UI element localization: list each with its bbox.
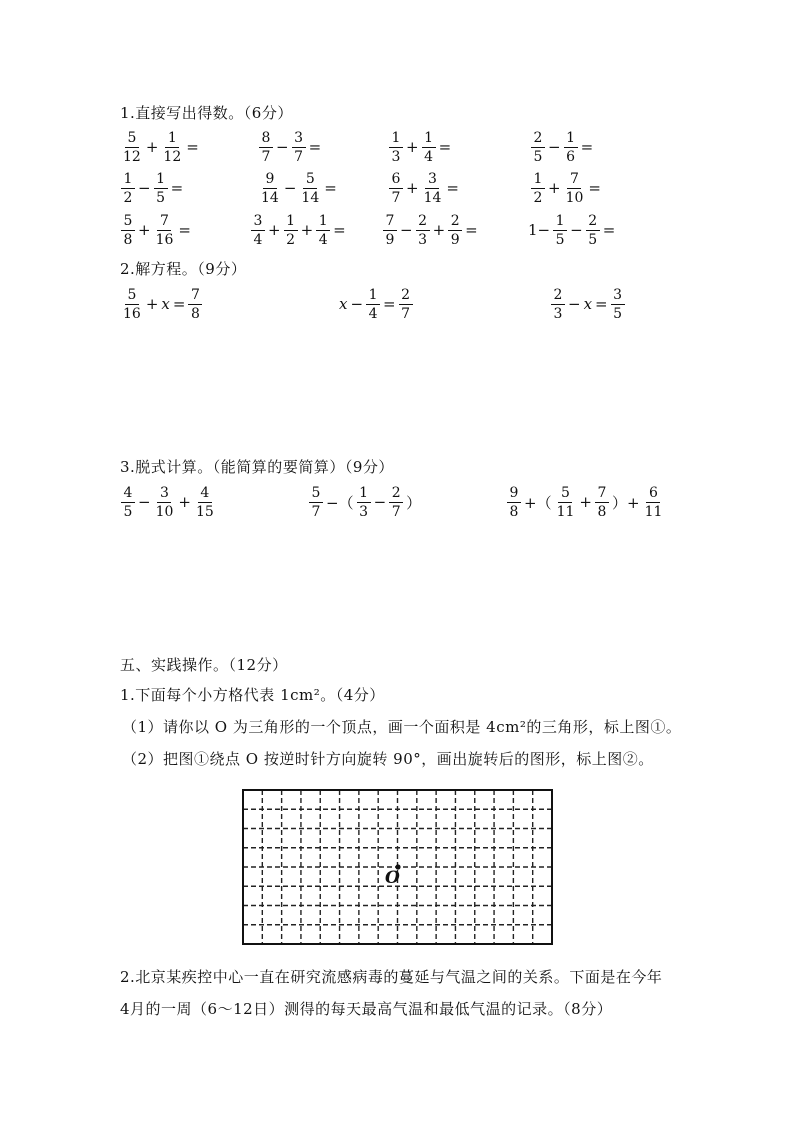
numerator: 2 [551,288,565,305]
expression [120,486,217,519]
variable: x [583,295,593,313]
operator: − [283,179,297,197]
operator: − [548,138,561,156]
fraction [161,131,183,164]
fraction [422,131,436,164]
fraction [643,486,665,519]
fraction [357,486,371,519]
numerator: 5 [125,288,139,305]
numerator: 2 [531,131,545,148]
expression [258,172,339,205]
fraction [121,172,135,205]
denominator: 14 [423,189,442,206]
point-o-label: O [385,868,400,888]
operator: = [465,221,478,239]
denominator: 11 [644,503,663,520]
square-grid [242,789,553,945]
expression [120,131,201,164]
denominator: 4 [424,148,434,165]
fraction [194,486,216,519]
fraction [611,288,625,321]
fraction [121,214,135,247]
numerator: 1 [284,214,298,231]
variable: x [339,295,348,313]
practice-1-title: 1.下面每个小方格代表 1cm²。（4分） [120,686,385,704]
operator: − [138,179,151,197]
numerator: 6 [646,486,660,503]
operator: = [324,179,337,197]
fraction [121,288,143,321]
denominator: 4 [368,305,378,322]
operator: − [350,295,364,313]
equation [338,288,414,321]
numerator: 5 [558,486,572,503]
q1-row [120,210,680,250]
expression [530,172,603,205]
numerator: 7 [567,172,581,189]
fraction [531,131,545,164]
operator: + [579,493,592,511]
operator: = [580,138,594,156]
practice-2-line-1: 2.北京某疾控中心一直在研究流感病毒的蔓延与气温之间的关系。下面是在今年 [120,968,663,986]
denominator: 6 [566,148,576,165]
denominator: 8 [509,503,519,520]
operator: + [145,295,159,313]
denominator: 11 [556,503,575,520]
denominator: 8 [190,305,200,322]
expression [530,131,595,164]
fraction [389,131,403,164]
denominator: 14 [301,189,320,206]
operator: + [178,493,191,511]
fraction [551,288,565,321]
numerator: 1 [165,131,179,148]
q1-row [120,127,680,167]
numerator: 1 [121,172,135,189]
operator: + [145,138,159,156]
fraction [316,214,330,247]
numerator: 2 [399,288,413,305]
operator: − [276,138,289,156]
q1-title: 1.直接写出得数。（6分） [120,104,293,122]
expression [308,486,423,519]
fraction [188,288,202,321]
numerator: 9 [263,172,277,189]
expression [388,131,453,164]
fraction [121,486,135,519]
fraction [564,172,586,205]
numerator: 2 [389,486,403,503]
operator: = [438,138,452,156]
operator: + [406,179,419,197]
denominator: 7 [391,189,401,206]
denominator: 5 [533,148,543,165]
numerator: 1 [357,486,371,503]
practice-1-item-2: （2）把图①绕点 O 按逆时针方向旋转 90°，画出旋转后的图形，标上图②。 [122,750,654,768]
expression [526,214,617,247]
operator: +（ [524,493,552,512]
numerator: 1 [154,172,168,189]
fraction [531,172,545,205]
expression [120,214,193,247]
denominator: 3 [391,148,401,165]
fraction [251,214,265,247]
fraction [292,131,306,164]
numerator: 5 [303,172,317,189]
expression [120,172,185,205]
fraction [555,486,577,519]
numerator: 1 [366,288,380,305]
numerator: 5 [121,214,135,231]
numerator: 7 [595,486,609,503]
operator: − [138,493,151,511]
denominator: 10 [155,503,174,520]
denominator: 4 [253,231,263,248]
expression [250,214,348,247]
operator: = [308,138,322,156]
fraction [389,486,403,519]
denominator: 5 [588,231,598,248]
fraction [383,214,397,247]
numerator: 2 [586,214,600,231]
operator: = [333,221,346,239]
numerator: 5 [309,486,323,503]
numerator: 3 [292,131,306,148]
operator: = [186,138,199,156]
q1-row [120,168,680,208]
denominator: 2 [123,189,133,206]
fraction [259,131,273,164]
fraction [121,131,143,164]
fraction [416,214,430,247]
numerator: 2 [448,214,462,231]
fraction [422,172,444,205]
fraction [154,172,168,205]
numerator: 1 [316,214,330,231]
practice-2-line-2: 4月的一周（6～12日）测得的每天最高气温和最低气温的记录。（8分） [120,1000,613,1018]
operator: = [595,295,608,313]
denominator: 7 [311,503,321,520]
operator: = [446,179,459,197]
expression [382,214,480,247]
q3-title: 3.脱式计算。（能简算的要简算）（9分） [120,458,394,476]
numerator: 7 [188,288,202,305]
denominator: 16 [155,231,174,248]
equation [550,288,626,321]
equation [120,288,203,321]
fraction [564,131,578,164]
denominator: 12 [123,148,141,165]
operator: − [373,493,387,511]
denominator: 9 [450,231,460,248]
operator: 1− [528,221,551,239]
numerator: 7 [383,214,397,231]
q2-row [120,284,680,324]
fraction [553,214,567,247]
denominator: 9 [385,231,395,248]
variable: x [161,295,170,313]
numerator: 4 [121,486,135,503]
numerator: 6 [389,172,403,189]
denominator: 3 [553,305,563,322]
denominator: 7 [401,305,411,322]
denominator: 4 [318,231,328,248]
operator: + [268,221,281,239]
operator: = [170,179,184,197]
numerator: 5 [125,131,139,148]
operator: ） [406,493,422,512]
denominator: 3 [418,231,428,248]
numerator: 9 [507,486,521,503]
denominator: 5 [123,503,133,520]
fraction [366,288,380,321]
operator: − [568,295,581,313]
denominator: 5 [156,189,166,206]
fraction [259,172,281,205]
numerator: 1 [553,214,567,231]
fraction [448,214,462,247]
numerator: 3 [157,486,171,503]
expression [258,131,323,164]
denominator: 5 [555,231,565,248]
fraction [399,288,413,321]
numerator: 3 [251,214,265,231]
expression [388,172,461,205]
denominator: 7 [294,148,304,165]
numerator: 1 [389,131,403,148]
numerator: 4 [198,486,212,503]
operator: + [548,179,561,197]
grid-svg [242,789,553,945]
operator: + [406,138,419,156]
numerator: 2 [416,214,430,231]
denominator: 14 [261,189,279,206]
denominator: 10 [565,189,584,206]
operator: = [602,221,616,239]
denominator: 3 [359,503,369,520]
denominator: 2 [286,231,296,248]
fraction [586,214,600,247]
operator: = [383,295,396,313]
q3-row [120,482,680,522]
operator: + [300,221,314,239]
fraction [299,172,321,205]
denominator: 7 [391,503,401,520]
denominator: 8 [123,231,133,248]
operator: = [172,295,186,313]
operator: − [570,221,583,239]
expression [506,486,665,519]
denominator: 5 [613,305,623,322]
fraction [154,214,176,247]
q2-title: 2.解方程。（9分） [120,260,247,278]
fraction [309,486,323,519]
denominator: 2 [533,189,543,206]
operator: −（ [326,493,354,512]
fraction [389,172,403,205]
numerator: 3 [611,288,625,305]
numerator: 1 [564,131,578,148]
operator: + [138,221,151,239]
practice-1-item-1: （1）请你以 O 为三角形的一个顶点，画一个面积是 4cm²的三角形，标上图①。 [122,718,682,736]
fraction [154,486,176,519]
numerator: 7 [157,214,171,231]
numerator: 1 [422,131,436,148]
operator: + [432,221,446,239]
operator: ）+ [611,493,640,512]
section-5-title: 五、实践操作。（12分） [120,656,288,674]
operator: = [588,179,601,197]
fraction [507,486,521,519]
denominator: 8 [597,503,607,520]
denominator: 15 [195,503,214,520]
denominator: 7 [261,148,271,165]
denominator: 12 [163,148,182,165]
numerator: 3 [425,172,439,189]
fraction [284,214,298,247]
fraction [595,486,609,519]
operator: = [178,221,191,239]
numerator: 1 [531,172,545,189]
denominator: 16 [123,305,141,322]
operator: − [400,221,413,239]
numerator: 8 [259,131,273,148]
